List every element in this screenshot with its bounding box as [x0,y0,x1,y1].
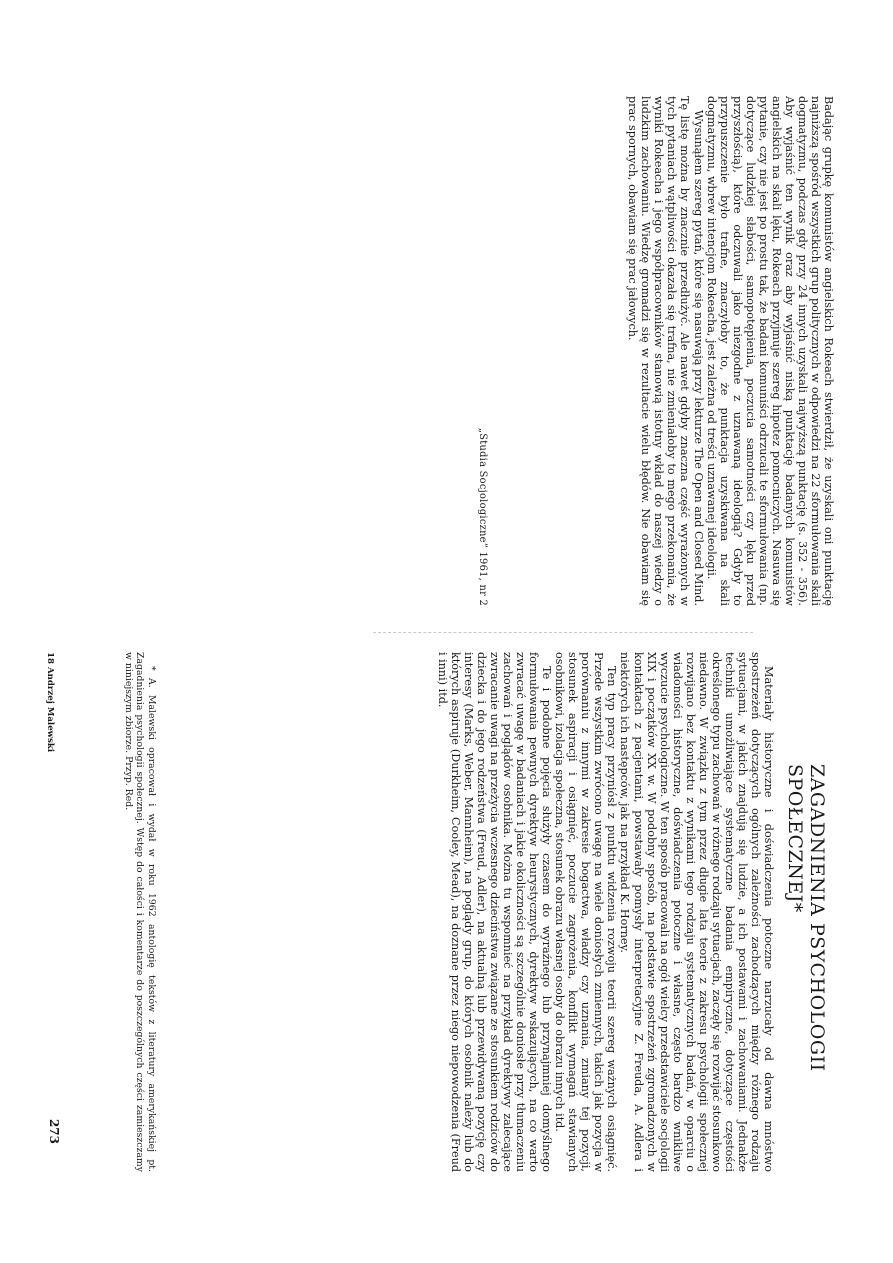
paragraph: Ten typ pracy przyniósł z punktu widzenia rozwoju teorii szereg ważnych osiągnięć. Przede wszystkim zwrócono uwagę na wiele doniosłych zmiennych, takich jak pozycja w porównaniu z innymi w zakresie bogactwa, władzy czy uznania, zmiany tej pozycji, stosunek aspiracji i osiągnięć, poczucie zagrożenia, konflikt wymagań stawianych osobnikowi, izolacja społeczna, stosunek obrazu własnej osoby do obrazu innych itd. [553,652,619,1172]
left-column-body [626,96,835,606]
chapter-title: ZAGADNIENIA PSYCHOLOGII SPOŁECZNEJ* [784,764,829,1072]
paragraph: Badając grupkę komunistów angielskich Rokeach stwierdził, że uzyskali oni punktację najniższą spośród wszystkich grup politycznych w odpowiedzi na 22 sformułowania skali dogmatyzmu, podczas gdy przy 24 innych uzyskali najwyższą punktację (s. 352 - 356). Aby wyjaśnić ten wynik oraz aby wyjaśnić niską punktację badanych komunistów angielskich na skali lęku, Rokeach przyjmuje szereg hipotez pomocniczych. Nasuwa się pytanie, czy nie jest po prostu tak, że badani komuniści odrzucali te sformułowania (np. dotyczące ludzkiej słabości, samopotępienia, poczucia samotności czy lęku przed przyszłością), które odczuwali jako niezgodne z uznawaną ideologią? Gdyby to przypuszczenie było trafne, znaczyłoby to, że punktacja uzyskiwana na skali dogmatyzmu, wbrew intencjom Rokeacha, jest zależna od treści uznawanej ideologii. [704,96,835,606]
page-fold-divider [373,632,753,634]
running-head: 18 Andrzej Malewski [45,652,55,753]
right-column [0,652,893,1172]
footnote-text: * A. Malewski opracował i wydał w roku 1962 antologię tekstów z literatury amerykańskiej pt. Zagadnienia psychologii społecznej. Wstęp do całości i komentarze do poszczególnych części zamieszczamy w niniejszym zbiorze. Przyp. Red. [122,652,157,1172]
source-citation: „Studia Socjologiczne” 1961, nr 2 [477,427,488,606]
left-column [0,96,893,606]
paragraph: Materiały historyczne i doświadczenia potoczne narzucały od dawna mnóstwo spostrzeżeń dotyczących ogólnych zależności zachodzących między różnego rodzaju sytuacjami, w jakich znajdują się ludzie, a ich postawami i zachowaniami. Jednakże techniki umożliwiające systematyczne badania empiryczne, dotyczące częstości określonego typu zachowań w różnego rodzaju sytuacjach, zaczęły się rozwijać stosunkowo niedawno. W związku z tym przez długie lata teorie z zakresu psychologii społecznej rozwijano bez kontaktu z wynikami tego rodzaju systematycznych badań, w oparciu o wiadomości historyczne, doświadczenia potoczne i własne, często bardzo wnikliwe wyczucie psychologiczne. W ten sposób pracowali na ogół wielcy przedstawiciele socjologii XIX i początków XX w. W podobny sposób, na podstawie spostrzeżeń zgromadzonych w kontaktach z pacjentami, powstawały pomysły interpretacyjne Z. Freuda, A. Adlera i niektórych ich następców, jak na przykład K. Horney. [618,652,775,1172]
paragraph: Te i podobne pojęcia służyły czasem do wyraźnego lub przynajmniej domyślnego formułowania pewnych dyrektyw heurystycznych, dyrektyw wskazujących, na co warto zwracać uwagę w badaniach i jakie okoliczności są szczególnie doniosłe przy tłumaczeniu zachowań i poglądów osobnika. Można tu wspomnieć na przykład dyrektywy zalecające zwracanie uwagi na przeżycia wczesnego dzieciństwa związane ze stosunkiem rodziców do dziecka i do jego rodzeństwa (Freud, Adler), na aktualną lub przewidywaną pozycję czy interesy (Marks, Weber, Mannheim), na poglądy grup, do których osobnik należy lub do których aspiruje (Durkheim, Cooley, Mead), na doznane przez niego niepowodzenia (Freud i inni) itd. [435,652,554,1172]
right-column-body [436,652,775,1172]
page-number: 273 [47,1118,61,1144]
footnote [122,652,157,1172]
paragraph: Wysunąłem szereg pytań, które się nasuwają przy lekturze The Open and Closed Mind. Tę listę można by znacznie przedłużyć. Ale nawet gdyby znaczna część wyrażonych w tych pytaniach wątpliwości okazała się trafna, nie zmieniałoby to mego przekonania, że wyniki Rokeacha i jego współpracowników stanowią istotny wkład do naszej wiedzy o ludzkim zachowaniu. Wiedzę gromadzi się w rezultacie wielu błędów. Nie obawiam się prac spornych, obawiam się prac jałowych. [626,96,705,606]
